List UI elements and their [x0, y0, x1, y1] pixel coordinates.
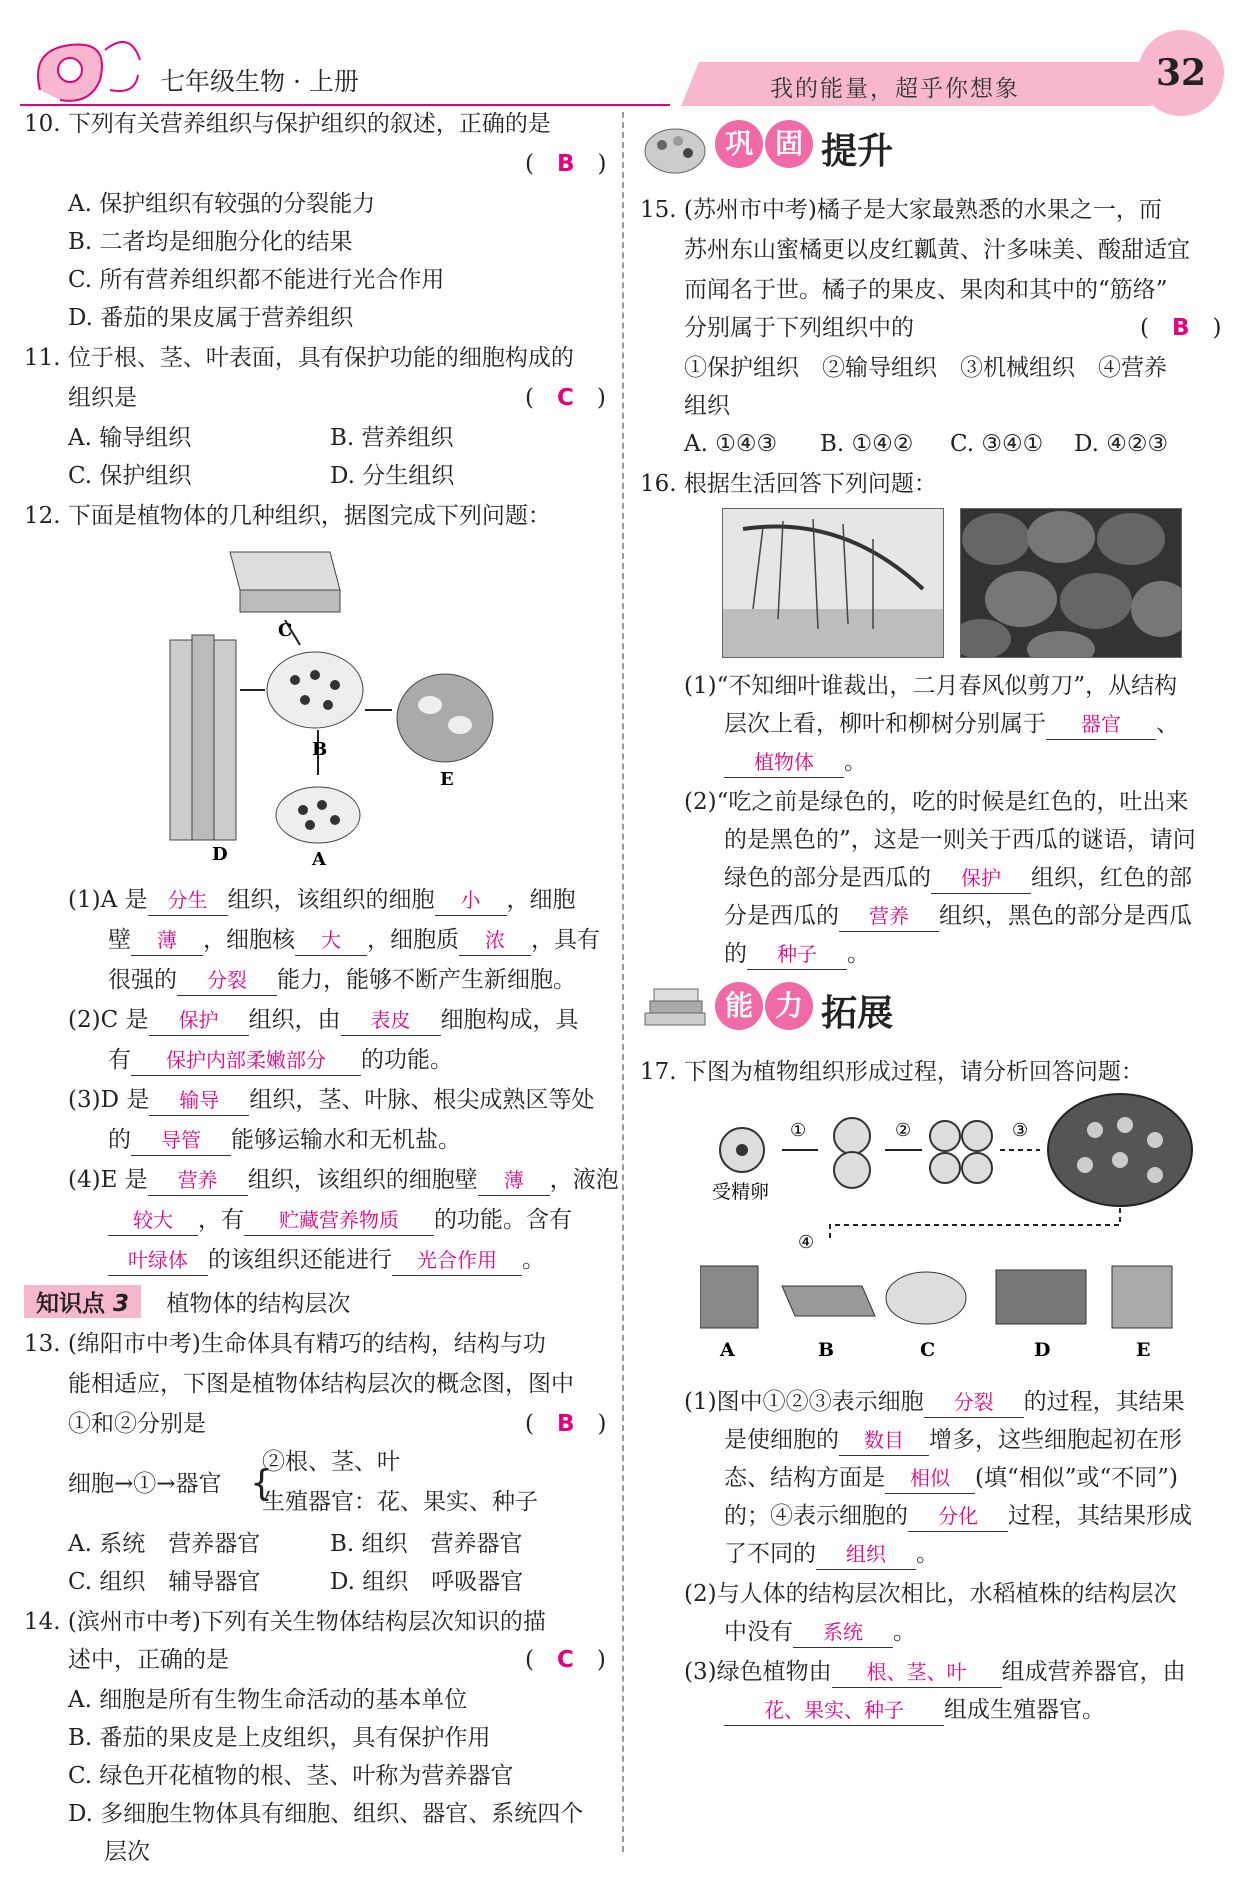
q15-line1: 15. (苏州市中考)橘子是大家最熟悉的水果之一，而	[640, 197, 1162, 223]
q17-blank-division[interactable]: 分裂	[924, 1387, 1024, 1418]
q11-answer: C	[556, 385, 574, 411]
q17-part2-line2: 中没有 系统 。	[724, 1612, 916, 1652]
q10-option-b: B. 二者均是细胞分化的结果	[68, 229, 353, 255]
q12-blank-function-c[interactable]: 保护内部柔嫩部分	[131, 1045, 361, 1076]
q16-part2-line2: 的是黑色的”，这是一则关于西瓜的谜语，请问	[724, 827, 1196, 853]
consolidate-char-2: 固	[765, 120, 813, 168]
q13-stem-1: 13. (绵阳市中考)生命体具有精巧的结构，结构与功	[24, 1331, 546, 1357]
tissue-a-image	[276, 787, 360, 843]
header-flower-decoration	[20, 20, 150, 110]
q12-part1-line3: 很强的 分裂 能力，能够不断产生新细胞。	[108, 960, 576, 1000]
kp3-tag: 知识点 3	[24, 1285, 141, 1318]
q12-blank-wall-e[interactable]: 薄	[478, 1165, 550, 1196]
q16-part2-line3: 绿色的部分是西瓜的 保护 组织，红色的部	[724, 858, 1192, 898]
extend-char-2: 力	[765, 982, 813, 1030]
fig-label-b: B	[818, 1339, 835, 1361]
q13-stem-2: 能相适应，下图是植物体结构层次的概念图，图中	[68, 1371, 574, 1397]
fig-label-a: A	[312, 849, 326, 870]
willow-photo	[722, 508, 944, 658]
q12-blank-chloroplast[interactable]: 叶绿体	[108, 1245, 208, 1276]
consolidate-char-1: 巩	[715, 120, 763, 168]
tissue-d-image	[170, 635, 236, 840]
fig-label-d: D	[1034, 1339, 1051, 1361]
fig-label-e: E	[440, 769, 454, 790]
q14-answer: C	[556, 1647, 574, 1673]
q15-option-c: C. ③④①	[950, 431, 1044, 457]
q14-answer-bracket: ( C )	[525, 1647, 606, 1673]
q17-part1-line4: 的；④表示细胞的 分化 过程，其结果形成	[724, 1496, 1192, 1536]
page-number: 32	[1138, 30, 1224, 116]
q10-answer: B	[556, 151, 575, 177]
q12-blank-ability[interactable]: 分裂	[177, 965, 277, 996]
q10-option-c: C. 所有营养组织都不能进行光合作用	[68, 267, 445, 293]
tissue-c-image	[230, 552, 340, 612]
q12-blank-photosynthesis[interactable]: 光合作用	[392, 1245, 522, 1276]
q15-option-b: B. ①④②	[820, 431, 914, 457]
fig-step-4: ④	[798, 1232, 815, 1253]
q12-blank-tissue-d[interactable]: 输导	[149, 1085, 249, 1116]
q15-line5: ①保护组织 ②输导组织 ③机械组织 ④营养	[684, 355, 1167, 381]
q12-part2-line1: (2)C 是 保护 组织，由 表皮 细胞构成，具	[68, 1000, 579, 1040]
tissue-formation-figure	[700, 1090, 1220, 1370]
q14-option-a: A. 细胞是所有生物生命活动的基本单位	[68, 1687, 468, 1713]
q13-option-b: B. 组织 营养器官	[330, 1531, 523, 1557]
q12-part4-line3: 叶绿体 的该组织还能进行 光合作用 。	[108, 1240, 545, 1280]
book-title: 七年级生物 · 上册	[160, 67, 359, 96]
fig-step-1: ①	[790, 1120, 807, 1141]
q12-blank-vacuole[interactable]: 较大	[108, 1205, 198, 1236]
q17-blank-number[interactable]: 数目	[839, 1425, 929, 1456]
fig-label-c: C	[920, 1339, 936, 1361]
q13-diagram-brace: {	[250, 1463, 273, 1504]
q13-option-c: C. 组织 辅导器官	[68, 1569, 261, 1595]
q13-diagram-bottom: 生殖器官：花、果实、种子	[262, 1489, 538, 1515]
q10-stem: 10. 下列有关营养组织与保护组织的叙述，正确的是	[24, 111, 551, 137]
tissue-b-image	[267, 652, 363, 728]
q14-option-d: D. 多细胞生物体具有细胞、组织、器官、系统四个	[68, 1801, 584, 1827]
q12-part1-line1: (1)A 是 分生 组织，该组织的细胞 小 ，细胞	[68, 880, 576, 920]
q12-blank-tissue-e[interactable]: 营养	[148, 1165, 248, 1196]
q17-stem: 17. 下图为植物组织形成过程，请分析回答问题：	[640, 1059, 1144, 1085]
q12-part4-line1: (4)E 是 营养 组织，该组织的细胞壁 薄 ，液泡	[68, 1160, 619, 1200]
q16-part2-line1: (2)“吃之前是绿色的，吃的时候是红色的，吐出来	[684, 789, 1189, 815]
extend-title: 拓展	[821, 993, 894, 1034]
q13-answer: B	[556, 1411, 575, 1437]
q17-part1-line2: 是使细胞的 数目 增多，这些细胞起初在形	[724, 1420, 1182, 1460]
q13-option-a: A. 系统 营养器官	[68, 1531, 261, 1557]
q15-line3: 而闻名于世。橘子的果皮、果肉和其中的“筋络”	[684, 277, 1168, 303]
palette-icon	[640, 121, 710, 177]
q16-part1-line1: (1)“不知细叶谁裁出，二月春风似剪刀”，从结构	[684, 673, 1178, 699]
q17-part2-line1: (2)与人体的结构层次相比，水稻植株的结构层次	[684, 1581, 1177, 1607]
q11-answer-bracket: ( C )	[525, 385, 606, 411]
plant-tissue-figure	[100, 540, 520, 870]
q16-part2-line5: 的 种子 。	[724, 934, 870, 974]
q16-part1-line2: 层次上看，柳叶和柳树分别属于 器官 、	[724, 704, 1179, 744]
extend-char-1: 能	[715, 982, 763, 1030]
q16-blank-black-part[interactable]: 种子	[747, 939, 847, 970]
q12-part2-line2: 有 保护内部柔嫩部分 的功能。	[108, 1040, 453, 1080]
q17-part1-line5: 了不同的 组织 。	[724, 1534, 939, 1574]
section-consolidate-heading	[640, 120, 893, 176]
q17-blank-similar[interactable]: 相似	[885, 1463, 975, 1494]
kp3-title: 植物体的结构层次	[166, 1291, 351, 1317]
q12-blank-tissue-c[interactable]: 保护	[149, 1005, 249, 1036]
q12-blank-cell-size[interactable]: 小	[435, 885, 507, 916]
q12-blank-cell-type[interactable]: 表皮	[341, 1005, 441, 1036]
q14-option-b: B. 番茄的果皮是上皮组织，具有保护作用	[68, 1725, 491, 1751]
q15-line4: 分别属于下列组织中的	[684, 315, 914, 341]
q17-blank-reproductive-organs[interactable]: 花、果实、种子	[724, 1695, 944, 1726]
q10-answer-bracket: ( B )	[525, 151, 607, 177]
q11-option-d: D. 分生组织	[330, 463, 455, 489]
q15-option-a: A. ①④③	[684, 431, 778, 457]
q17-blank-differentiation[interactable]: 分化	[908, 1501, 1008, 1532]
q17-blank-system[interactable]: 系统	[793, 1617, 893, 1648]
q12-part3-line1: (3)D 是 输导 组织，茎、叶脉、根尖成熟区等处	[68, 1080, 594, 1120]
fig-label-e: E	[1136, 1339, 1151, 1361]
q12-part1-line2: 壁 薄 ，细胞核 大 ，细胞质 浓 ，具有	[108, 920, 600, 960]
q16-blank-tree-level[interactable]: 植物体	[724, 747, 844, 778]
q13-stem-3: ①和②分别是	[68, 1411, 206, 1437]
q12-blank-cytoplasm[interactable]: 浓	[459, 925, 531, 956]
q16-part2-line4: 分是西瓜的 营养 组织，黑色的部分是西瓜	[724, 896, 1192, 936]
q15-line2: 苏州东山蜜橘更以皮红瓤黄、汁多味美、酸甜适宜	[684, 237, 1190, 263]
fig-step-2: ②	[895, 1120, 912, 1141]
kp3-heading	[24, 1284, 350, 1324]
q15-line6: 组织	[684, 393, 730, 419]
watermelon-photo	[960, 508, 1182, 658]
q17-blank-vegetative-organs[interactable]: 根、茎、叶	[832, 1657, 1002, 1688]
q13-answer-bracket: ( B )	[525, 1411, 607, 1437]
fig-label-a: A	[720, 1339, 735, 1361]
q14-option-d-cont: 层次	[104, 1839, 150, 1865]
q13-diagram-left: 细胞→①→器官	[68, 1471, 222, 1497]
section-extend-heading	[640, 982, 893, 1038]
q12-stem: 12. 下面是植物体的几种组织，据图完成下列问题：	[24, 503, 551, 529]
fig-label-d: D	[212, 844, 228, 865]
q17-part1-line3: 态、结构方面是 相似 (填“相似”或“不同”)	[724, 1458, 1178, 1498]
books-icon	[640, 983, 710, 1039]
q17-blank-tissue[interactable]: 组织	[816, 1539, 916, 1570]
fig-label-c: C	[278, 620, 293, 641]
q12-blank-vessel[interactable]: 导管	[131, 1125, 231, 1156]
q16-blank-red-part[interactable]: 营养	[839, 901, 939, 932]
q12-blank-nucleus[interactable]: 大	[295, 925, 367, 956]
q13-option-d: D. 组织 呼吸器官	[330, 1569, 524, 1595]
q16-blank-leaf-level[interactable]: 器官	[1046, 709, 1156, 740]
q15-answer: B	[1171, 315, 1190, 341]
q11-option-b: B. 营养组织	[330, 425, 454, 451]
q15-answer-bracket: ( B )	[1140, 315, 1222, 341]
fig-label-b: B	[312, 739, 328, 760]
q10-option-d: D. 番茄的果皮属于营养组织	[68, 305, 354, 331]
q11-option-c: C. 保护组织	[68, 463, 192, 489]
q15-option-d: D. ④②③	[1074, 431, 1169, 457]
fig-egg-label: 受精卵	[712, 1181, 770, 1203]
q16-blank-green-part[interactable]: 保护	[931, 863, 1031, 894]
q12-blank-tissue-a[interactable]: 分生	[148, 885, 228, 916]
q12-blank-cell-wall[interactable]: 薄	[131, 925, 203, 956]
fig-step-3: ③	[1012, 1120, 1029, 1141]
q11-option-a: A. 输导组织	[68, 425, 192, 451]
tissue-e-image	[397, 674, 493, 762]
consolidate-title: 提升	[821, 131, 894, 172]
q14-option-c: C. 绿色开花植物的根、茎、叶称为营养器官	[68, 1763, 514, 1789]
q17-part3-line1: (3)绿色植物由 根、茎、叶 组成营养器官，由	[684, 1652, 1186, 1692]
column-divider	[622, 112, 624, 1852]
q14-stem-1: 14. (滨州市中考)下列有关生物体结构层次知识的描	[24, 1609, 546, 1635]
q16-part1-line3: 植物体 。	[724, 742, 867, 782]
q14-stem-2: 述中，正确的是	[68, 1647, 229, 1673]
q12-part3-line2: 的 导管 能够运输水和无机盐。	[108, 1120, 461, 1160]
q12-blank-function-e[interactable]: 贮藏营养物质	[244, 1205, 434, 1236]
slogan: 我的能量，超乎你想象	[770, 76, 1020, 102]
q16-stem: 16. 根据生活回答下列问题：	[640, 471, 937, 497]
q10-option-a: A. 保护组织有较强的分裂能力	[68, 191, 376, 217]
q11-stem-1: 11. 位于根、茎、叶表面，具有保护功能的细胞构成的	[24, 345, 574, 371]
q17-part1-line1: (1)图中①②③表示细胞 分裂 的过程，其结果	[684, 1382, 1185, 1422]
q12-part4-line2: 较大 ，有 贮藏营养物质 的功能。含有	[108, 1200, 572, 1240]
q11-stem-2: 组织是	[68, 385, 137, 411]
q17-part3-line2: 花、果实、种子 组成生殖器官。	[724, 1690, 1105, 1730]
q13-diagram-top: ②根、茎、叶	[262, 1449, 400, 1475]
